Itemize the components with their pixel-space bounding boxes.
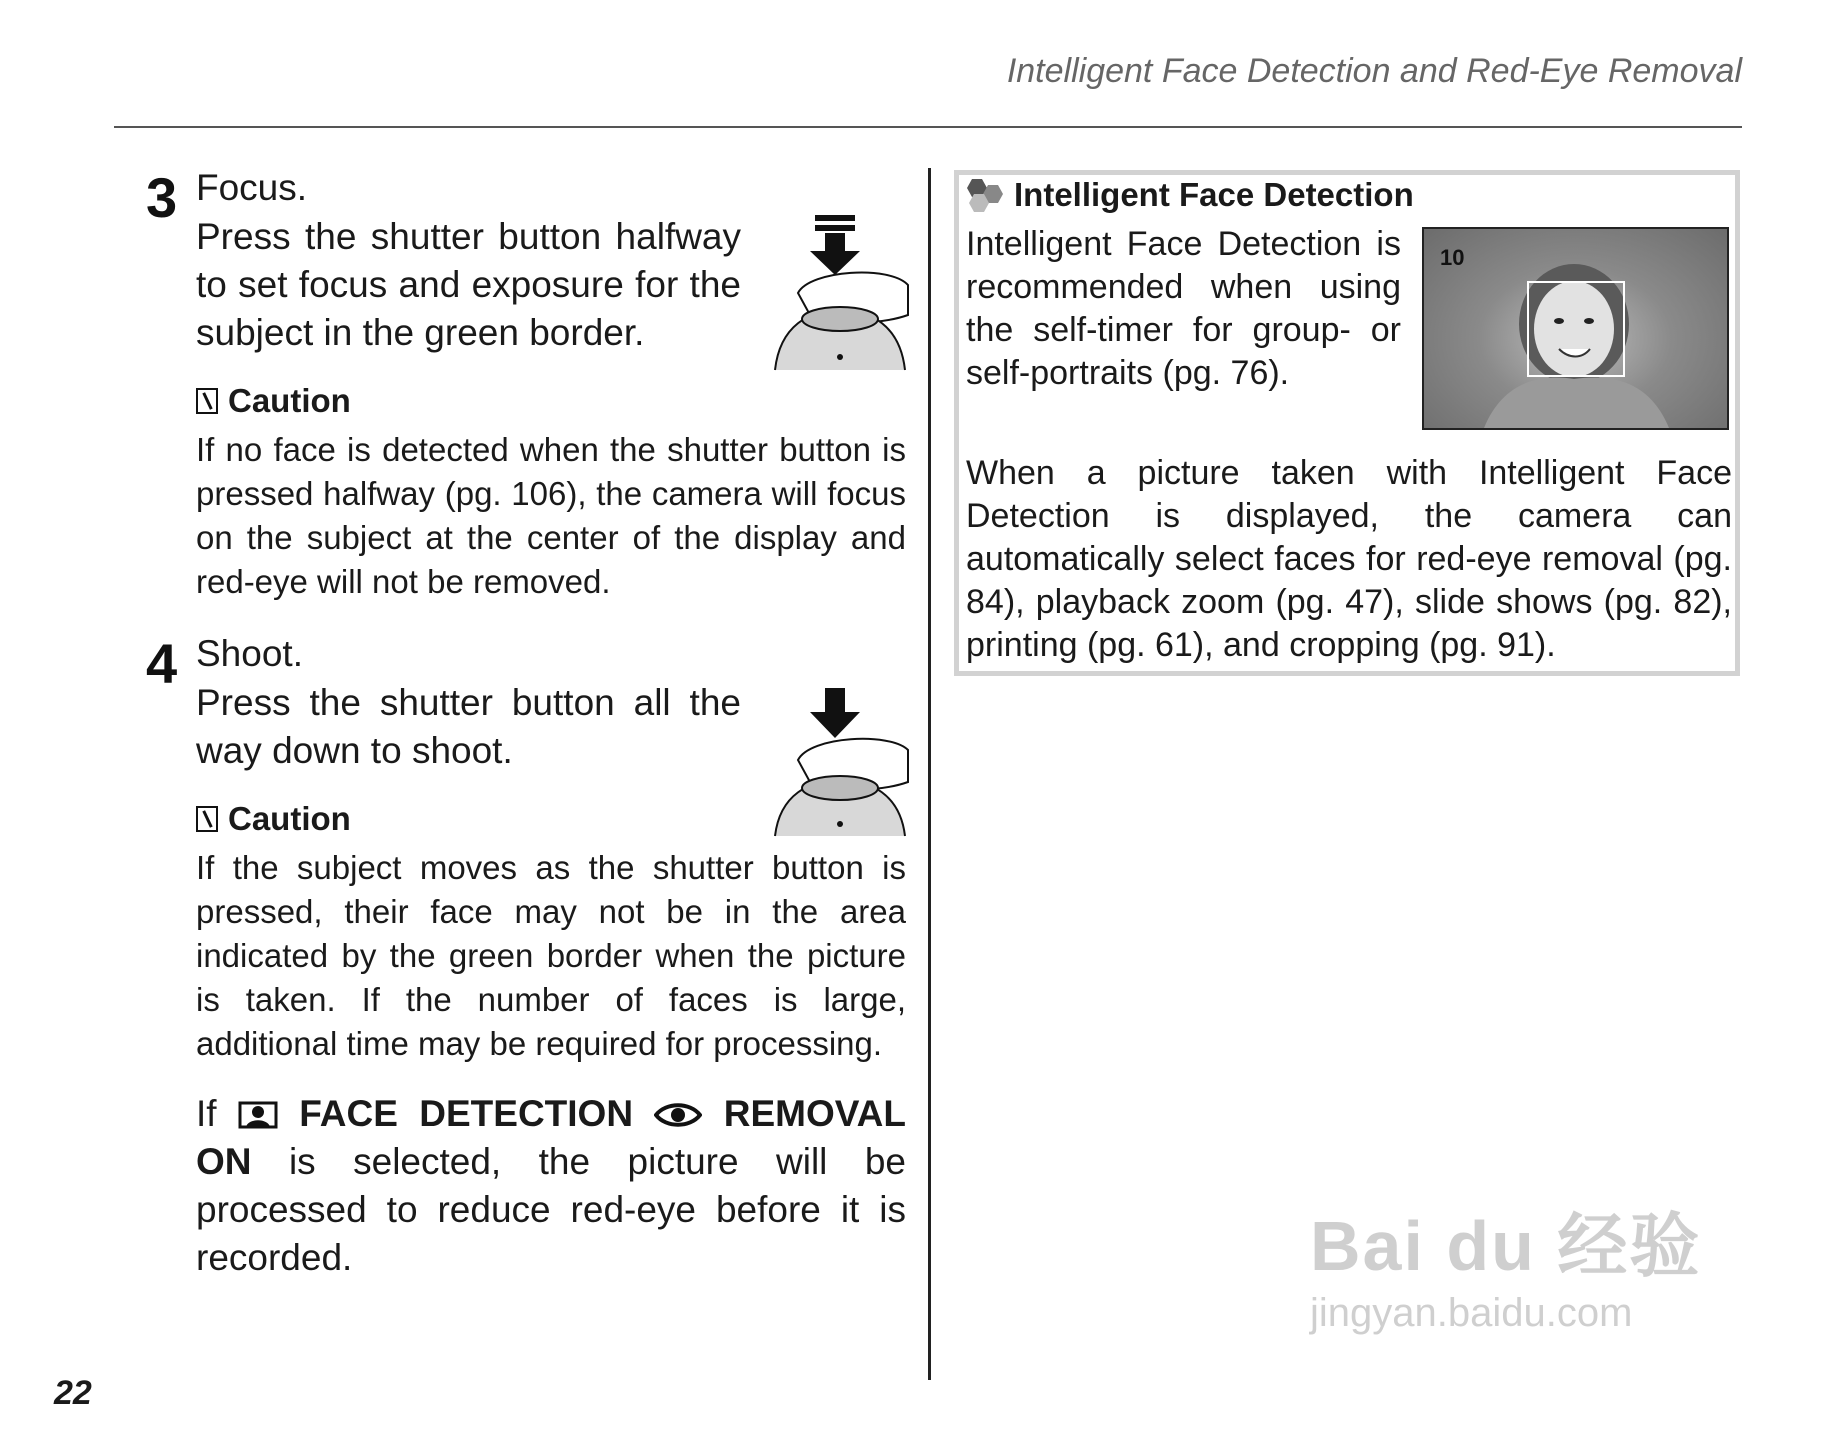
sidebar-title: Intelligent Face Detection <box>1014 176 1414 213</box>
step-4-body: Press the shutter button all the way down to shoot. <box>196 682 741 771</box>
step-3-caution-text: If no face is detected when the shutter button is pressed halfway (pg. 106), the camera will focus on the subject at the center of the display and red-eye will not be removed. <box>196 431 906 600</box>
header-rule <box>114 126 1742 128</box>
portrait-photo <box>1422 227 1729 430</box>
self-timer-indicator: 10 <box>1440 245 1465 270</box>
step-3-title: Focus. <box>196 167 308 208</box>
sidebar-paragraph-2: When a picture taken with Intelligent Face Detection is displayed, the camera can automatically select faces for red-eye removal (pg. 84), playback zoom (pg. 47), slide shows (pg. 82), printing (pg. 61), and cropping (pg. 91). <box>966 454 1732 664</box>
caution-label: Caution <box>228 382 351 419</box>
step-4-number: 4 <box>146 632 178 695</box>
note-rest: is selected, the picture will be processed to reduce red-eye before it is recorded. <box>196 1141 906 1278</box>
sidebar-heading <box>964 176 1414 214</box>
sidebar-paragraph-1: Intelligent Face Detection is recommended when using the self-timer for group- or self-portraits (pg. 76). <box>966 225 1401 392</box>
column-divider <box>928 168 931 1380</box>
caution-icon <box>196 806 218 832</box>
watermark-brand: Bai du 经验 <box>1310 1207 1702 1285</box>
step-4-caution-heading <box>196 800 351 838</box>
baidu-watermark <box>1310 1190 1750 1390</box>
shutter-half-press-icon <box>770 215 910 375</box>
watermark-url: jingyan.baidu.com <box>1310 1291 1633 1335</box>
shutter-full-press-icon <box>770 688 910 848</box>
step-3-body: Press the shutter button halfway to set focus and exposure for the subject in the green border. <box>196 216 741 353</box>
step-3-number: 3 <box>146 166 178 229</box>
caution-label: Caution <box>228 800 351 837</box>
setting-face-detection: FACE DETECTION <box>299 1093 634 1134</box>
red-eye-icon <box>654 1100 702 1130</box>
face-detection-icon <box>238 1100 278 1130</box>
step-4-title: Shoot. <box>196 633 303 674</box>
note-prefix: If <box>196 1093 217 1134</box>
step-3-caution-heading <box>196 382 351 420</box>
page-number: 22 <box>54 1374 92 1412</box>
face-detection-frame <box>1527 281 1625 377</box>
face-detection-note <box>196 1090 906 1282</box>
tip-hexagon-icon <box>964 177 1006 213</box>
caution-icon <box>196 388 218 414</box>
setting-removal-on: REMOVAL ON <box>196 1093 907 1182</box>
step-4-caution-text: If the subject moves as the shutter button is pressed, their face may not be in the area indicated by the green border when the picture is taken. If the number of faces is large, additional time may be required for processing. <box>196 849 906 1062</box>
running-header: Intelligent Face Detection and Red-Eye Removal <box>1006 52 1742 90</box>
